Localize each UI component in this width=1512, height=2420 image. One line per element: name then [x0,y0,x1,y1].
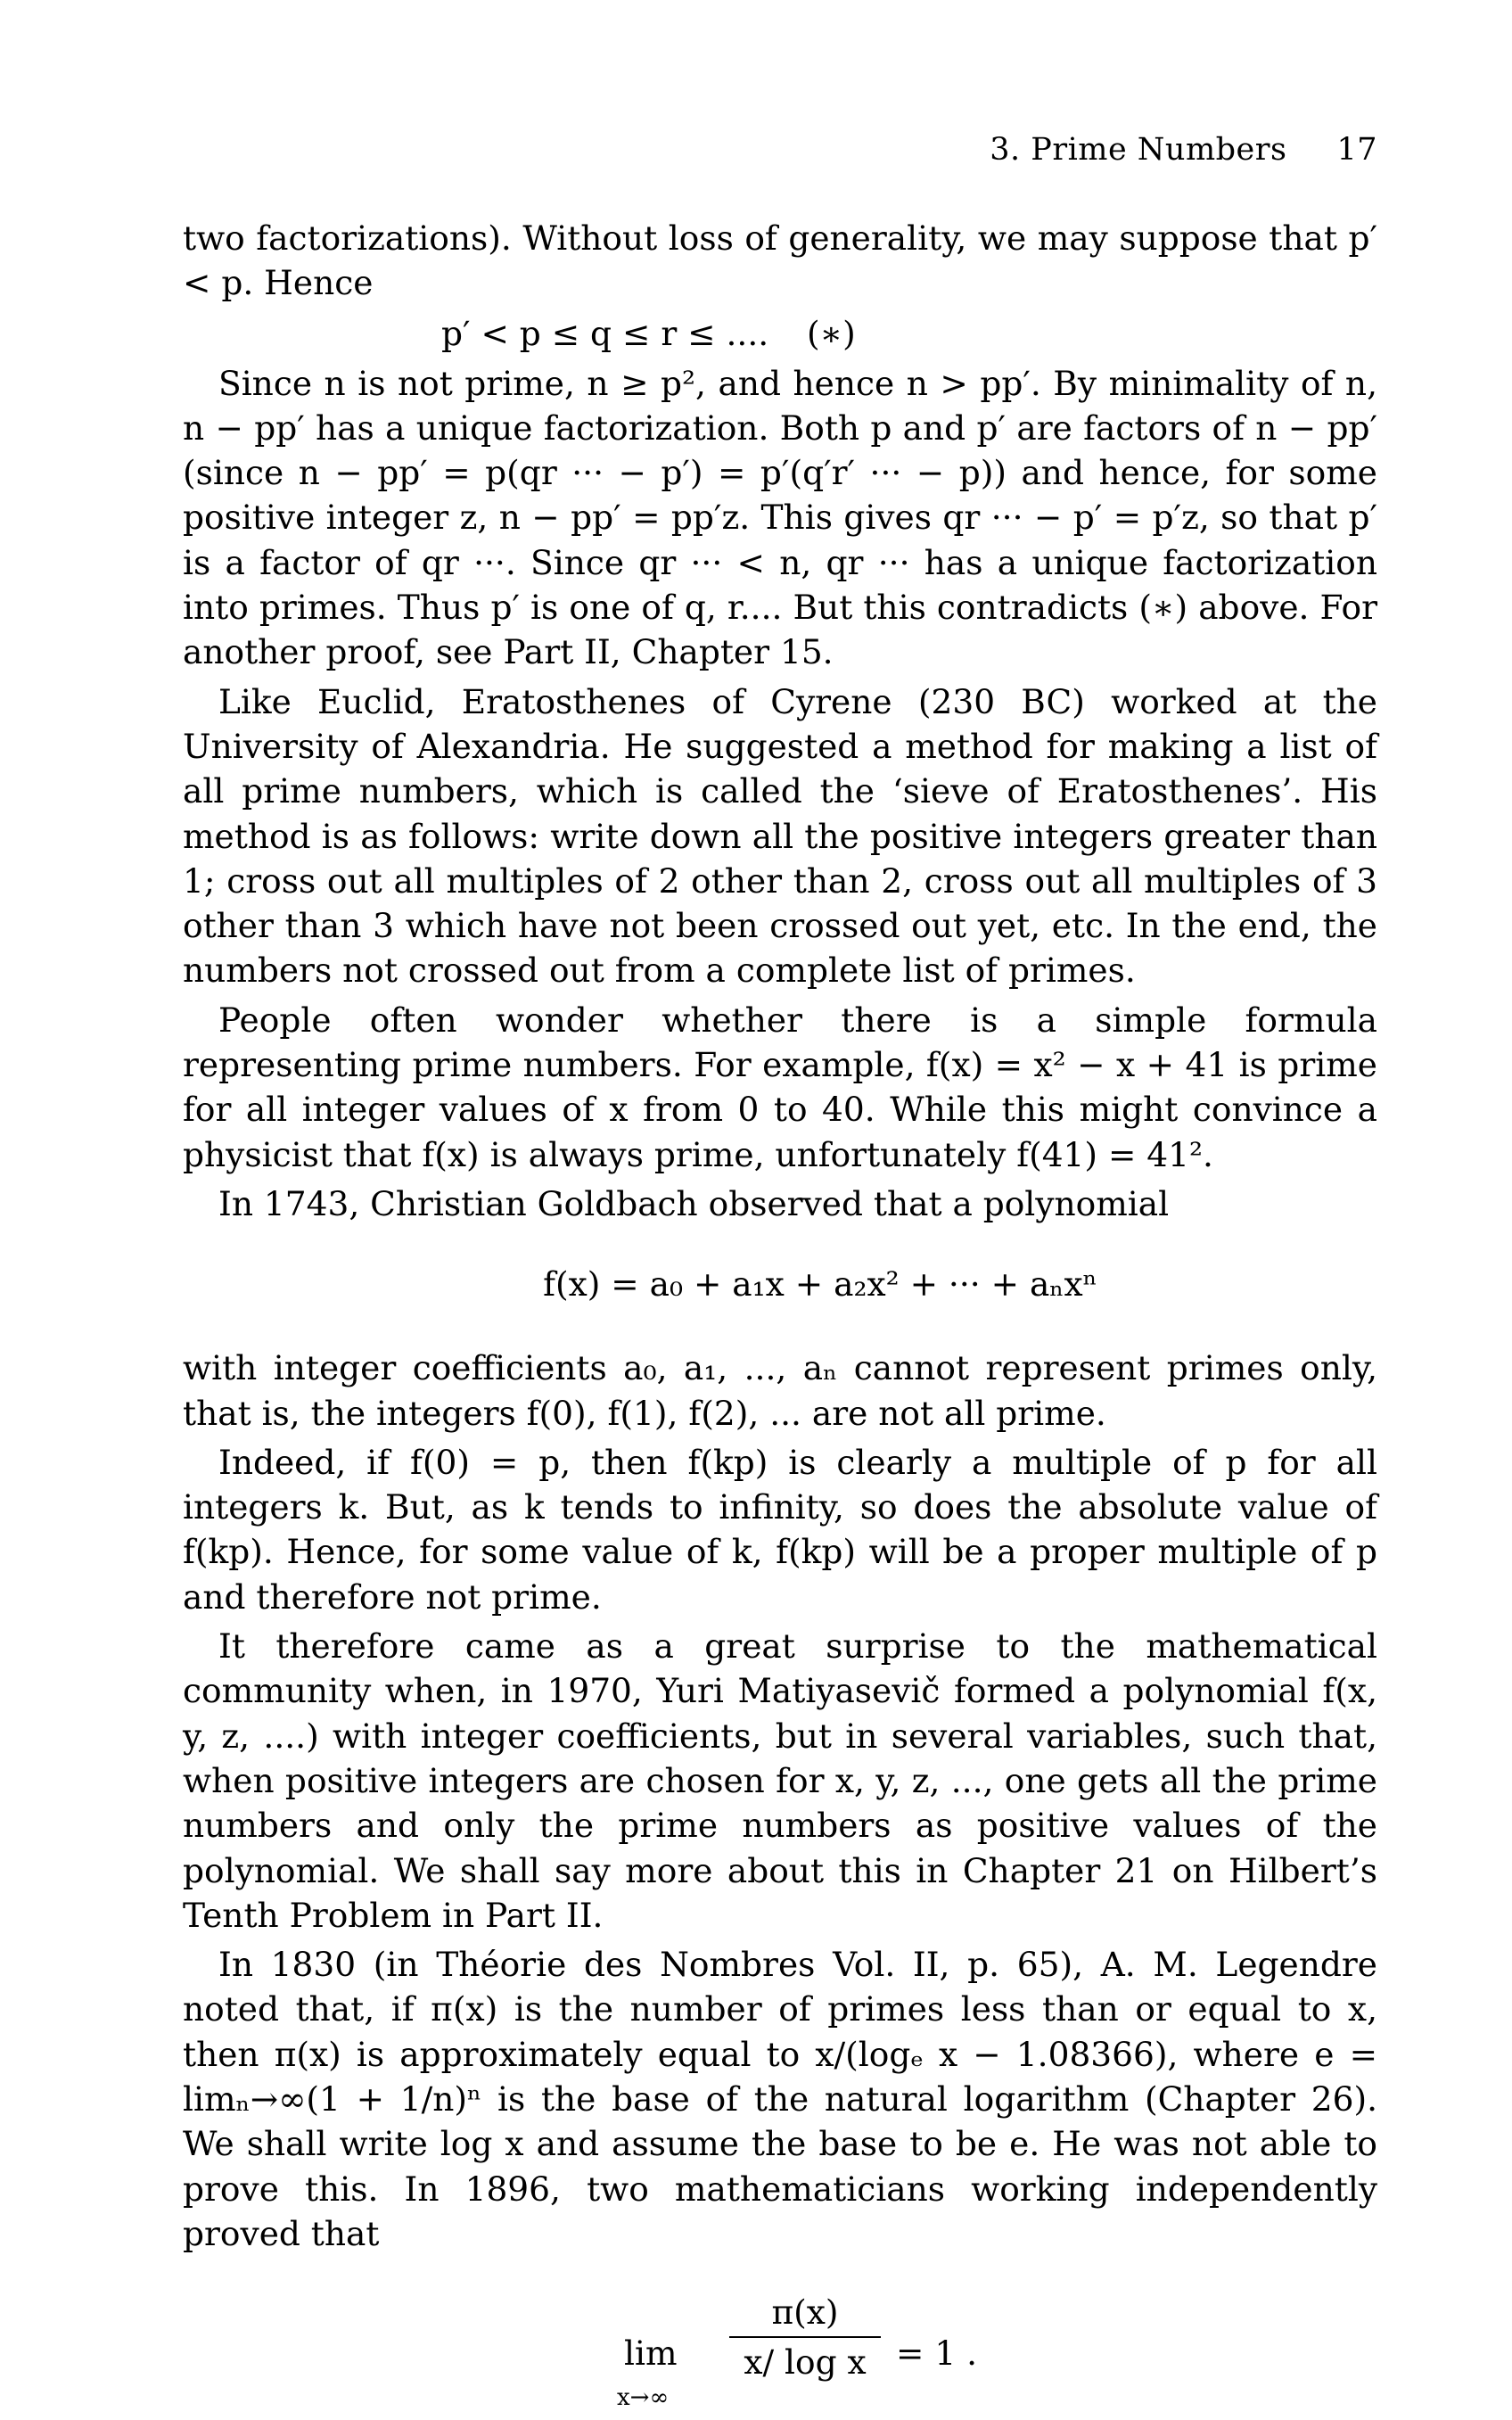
prime-number-theorem-equation [183,2272,1377,2412]
limit-operator: lim [624,2334,678,2374]
limit-subscript: x→∞ [617,2384,670,2412]
inequality-equation [183,306,1377,361]
running-header [183,132,1377,168]
equation-rhs: = 1 . [896,2334,978,2374]
paragraph: It therefore came as a great surprise to the mathematical community when, in 1970, Yuri Matiyasevič formed a polynomial f(x, y, z, ....) with integer coefficients, but in several variables, such that, when positive integers are chosen for x, y, z, ..., one gets all the prime numbers and only the prime numbers as positive values of the polynomial. We shall say more about this in Chapter 21 on Hilbert’s Tenth Problem in Part II. [183,1626,1377,1935]
paragraph: Like Euclid, Eratosthenes of Cyrene (230 BC) worked at the University of Alexandria. He suggested a method for making a list of all prime numbers, which is called the ‘sieve of Eratosthenes’. His method is as follows: write down all the positive integers greater than 1; cross out all multiples of 2 other than 2, cross out all multiples of 3 other than 3 which have not been crossed out yet, etc. In the end, the numbers not crossed out from a complete list of primes. [183,681,1377,991]
page-number: 17 [1336,132,1377,168]
paragraph: People often wonder whether there is a simple formula representing prime numbers. For example, f(x) = x² − x + 41 is prime for all integer values of x from 0 to 40. While this might convince a physicist that f(x) is always prime, unfortunately f(41) = 41². [183,1000,1377,1174]
paragraph: In 1743, Christian Goldbach observed that a polynomial [218,1183,1170,1223]
paragraph: In 1830 (in Théorie des Nombres Vol. II, p. 65), A. M. Legendre noted that, if π(x) is the number of primes less than or equal to x, then π(x) is approximately equal to x/(logₑ x − 1.08366), where e = limₙ→∞(1 + 1/n)ⁿ is the base of the natural logarithm (Chapter 26). We shall write log x and assume the base to be e. He was not able to prove this. In 1896, two mathematicians working independently proved that [183,1945,1377,2253]
paragraph: Since n is not prime, n ≥ p², and hence n > pp′. By minimality of n, n − pp′ has a unique factorization. Both p and p′ are factors of n − pp′ (since n − pp′ = p(qr ··· − p′) = p′(q′r′ ··· − p)) and hence, for some positive integer z, n − pp′ = pp′z. This gives qr ··· − p′ = p′z, so that p′ is a factor of qr ···. Since qr ··· < n, qr ··· has a unique factorization into primes. Thus p′ is one of q, r.... But this contradicts (∗) above. For another proof, see Part II, Chapter 15. [183,363,1377,672]
paragraph: Indeed, if f(0) = p, then f(kp) is clearly a multiple of p for all integers k. But, as k tends to infinity, so does the absolute value of f(kp). Hence, for some value of k, f(kp) will be a proper multiple of p and therefore not prime. [183,1442,1377,1617]
fraction-numerator: π(x) [729,2290,881,2338]
main-text [183,216,1377,2412]
fraction [729,2290,881,2385]
equation-tag: (∗) [807,313,856,353]
polynomial-equation: f(x) = a₀ + a₁x + a₂x² + ··· + aₙxⁿ [543,1264,1097,1305]
paragraph: two factorizations). Without loss of generality, we may suppose that p′ < p. Hence [183,218,1377,303]
chapter-title: 3. Prime Numbers [990,132,1287,168]
paragraph: with integer coefficients a₀, a₁, ..., aₙ cannot represent primes only, that is, the integers f(0), f(1), f(2), ... are not all prime. [183,1348,1377,1433]
fraction-denominator: x/ log x [744,2342,867,2383]
inequality-chain: p′ < p ≤ q ≤ r ≤ .... [441,313,769,353]
